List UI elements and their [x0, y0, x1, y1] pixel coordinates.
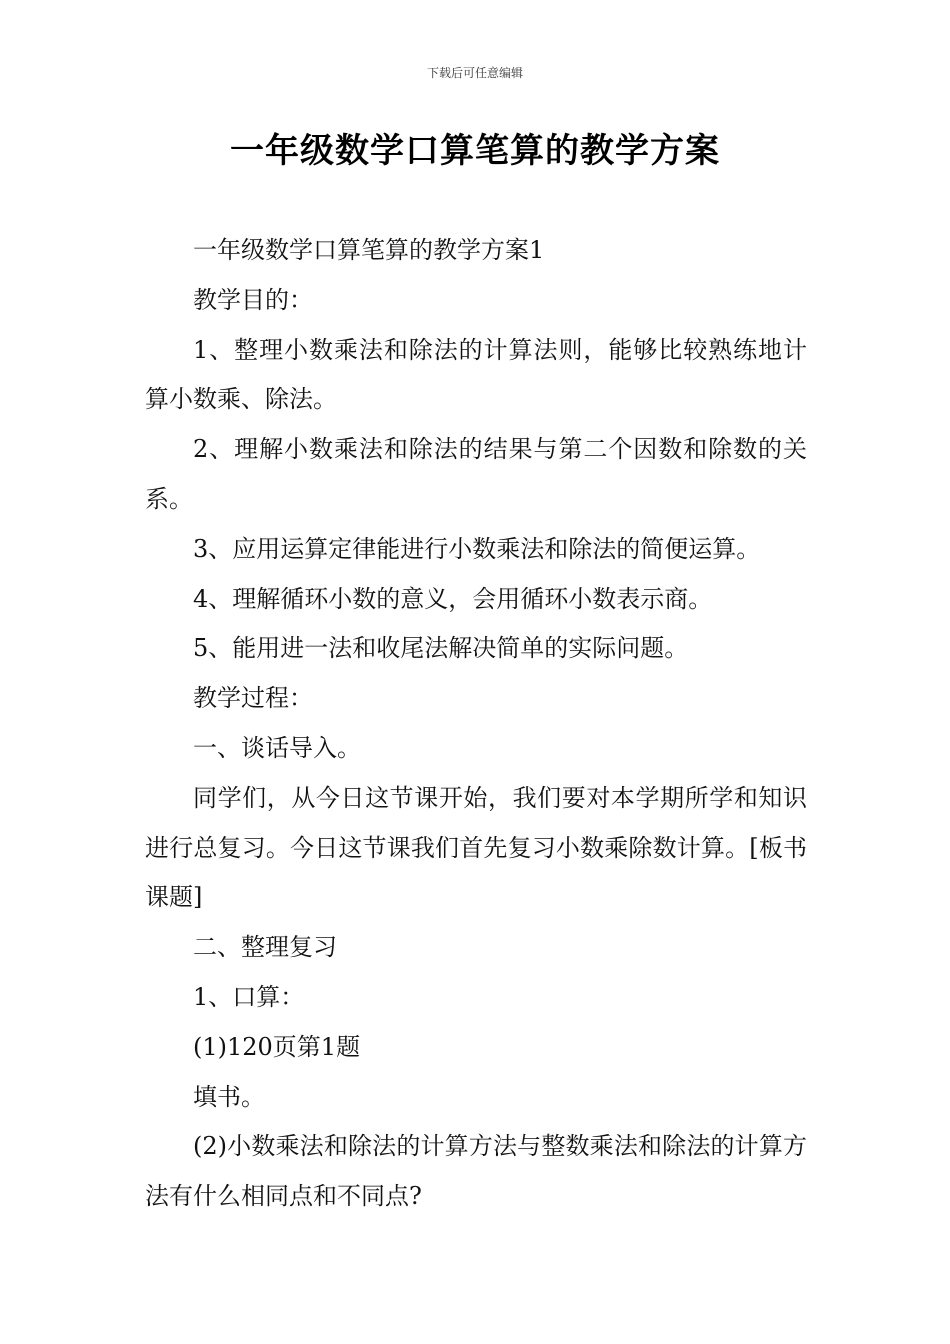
paragraph: 同学们，从今日这节课开始，我们要对本学期所学和知识进行总复习。今日这节课我们首先复习小数乘除数计算。[板书课题] [145, 783, 807, 912]
paragraph: 5、能用进一法和收尾法解决简单的实际问题。 [193, 634, 689, 663]
paragraph: 教学目的： [193, 285, 313, 314]
paragraph: 二、整理复习 [193, 933, 337, 962]
paragraph: 填书。 [193, 1082, 265, 1111]
paragraph: (2)小数乘法和除法的计算方法与整数乘法和除法的计算方法有什么相同点和不同点? [145, 1132, 807, 1211]
document-title: 一年级数学口算笔算的教学方案 [230, 131, 720, 171]
page-header: 下载后可任意编辑 [426, 66, 523, 80]
paragraph: 3、应用运算定律能进行小数乘法和除法的简便运算。 [193, 534, 761, 563]
paragraph: 一、谈话导入。 [193, 733, 361, 762]
paragraph: (1)120页第1题 [193, 1032, 361, 1061]
paragraph: 1、整理小数乘法和除法的计算法则，能够比较熟练地计算小数乘、除法。 [145, 335, 807, 414]
document-body [145, 226, 807, 1222]
paragraph: 教学过程： [193, 684, 313, 713]
paragraph: 一年级数学口算笔算的教学方案1 [193, 236, 545, 264]
paragraph: 4、理解循环小数的意义，会用循环小数表示商。 [193, 584, 713, 613]
paragraph: 2、理解小数乘法和除法的结果与第二个因数和除数的关系。 [145, 435, 807, 513]
paragraph: 1、口算： [193, 982, 305, 1011]
